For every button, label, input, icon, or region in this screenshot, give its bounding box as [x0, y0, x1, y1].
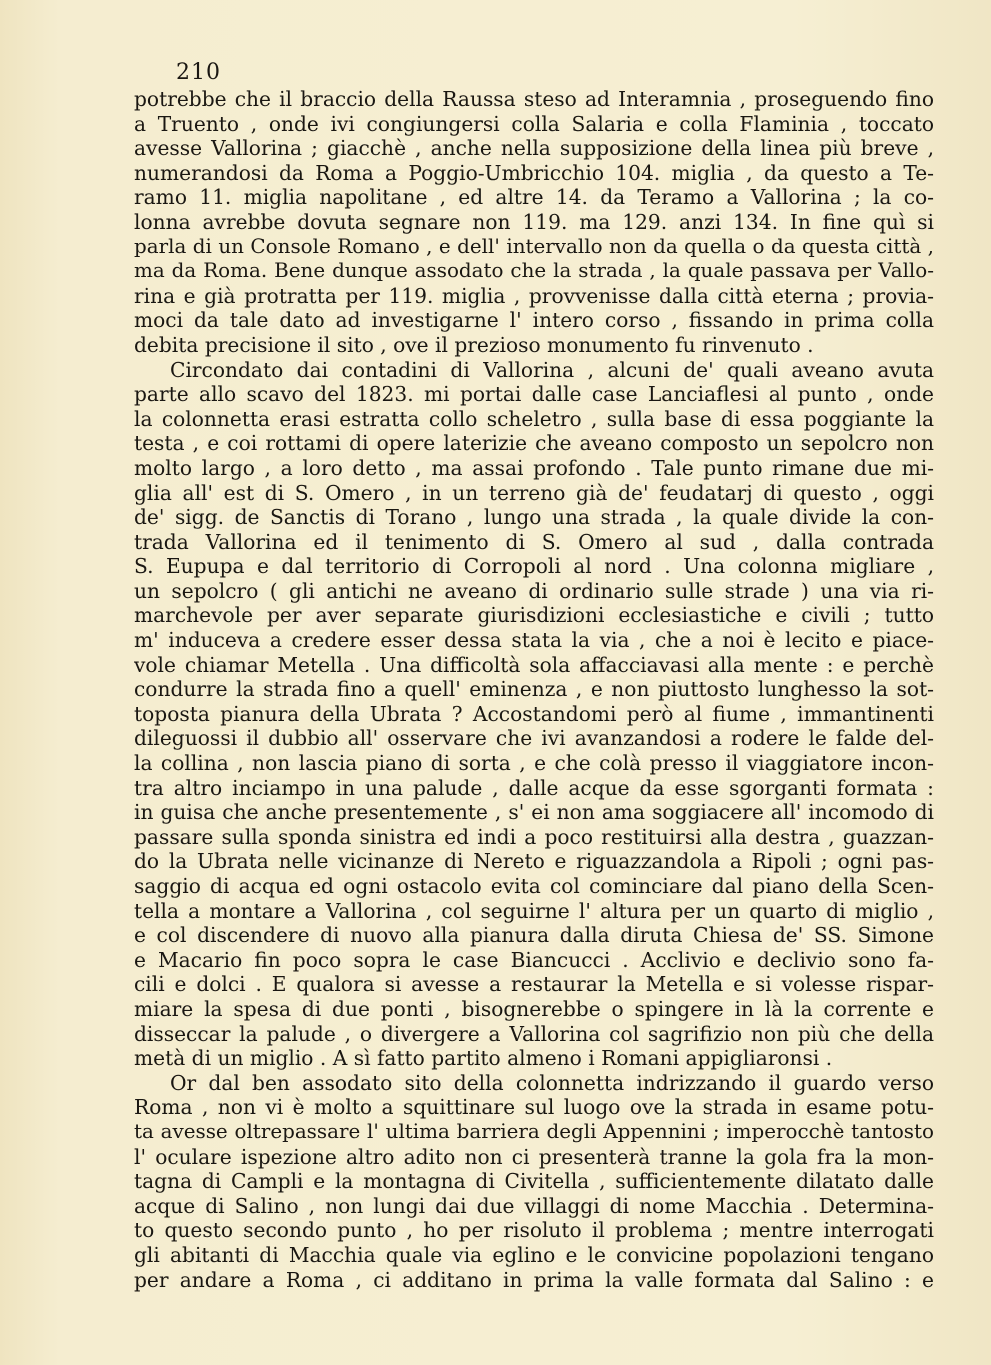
text-line: gli abitanti di Macchia quale via eglino e le convicine popolazioni tengano — [134, 1242, 934, 1267]
page-number: 210 — [176, 60, 221, 85]
text-line: ta avesse oltrepassare l' ultima barriera degli Appennini ; imperocchè tantosto — [134, 1119, 934, 1143]
text-line: m' induceva a credere esser dessa stata la via , che a noi è lecito e piace- — [134, 628, 934, 653]
text-line: lonna avrebbe dovuta segnare non 119. ma 129. anzi 134. In fine quì si — [134, 209, 934, 234]
text-line: per andare a Roma , ci additano in prima la valle formata dal Salino : e — [134, 1267, 934, 1292]
text-line: metà di un miglio . A sì fatto partito almeno i Romani appigliaronsi . — [134, 1046, 833, 1071]
text-line: condurre la strada fino a quell' eminenza , e non piuttosto lunghesso la sot- — [134, 677, 934, 702]
text-line: a Truento , onde ivi congiungersi colla Salaria e colla Flaminia , toccato — [134, 111, 934, 136]
text-line: potrebbe che il braccio della Raussa steso ad Interamnia , proseguendo fino — [134, 87, 934, 111]
text-line: testa , e coi rottami di opere laterizie che aveano composto un sepolcro non — [134, 431, 934, 456]
text-line: moci da tale dato ad investigarne l' intero corso , fissando in prima colla — [134, 308, 934, 333]
text-line: la collina , non lascia piano di sorta , e che colà presso il viaggiatore incon- — [134, 751, 934, 776]
text-line: miare la spesa di due ponti , bisognerebbe o spingere in là la corrente e — [134, 996, 934, 1021]
text-line: acque di Salino , non lungi dai due villaggi di nome Macchia . Determina- — [134, 1193, 934, 1218]
text-line: Or dal ben assodato sito della colonnetta indrizzando il guardo verso — [170, 1070, 934, 1095]
text-line: e col discendere di nuovo alla pianura dalla diruta Chiesa de' SS. Simone — [134, 923, 934, 948]
text-line: Roma , non vi è molto a squittinare sul luogo ove la strada in esame potu- — [134, 1095, 934, 1120]
body-text — [134, 87, 934, 1292]
text-line: cili e dolci . E qualora si avesse a restaurar la Metella e si volesse rispar- — [134, 972, 934, 997]
text-line: saggio di acqua ed ogni ostacolo evita col cominciare dal piano della Scen- — [134, 874, 934, 898]
text-line: l' oculare ispezione altro adito non ci presenterà tranne la gola fra la mon- — [134, 1144, 934, 1169]
text-line: tella a montare a Vallorina , col seguirne l' altura per un quarto di miglio , — [134, 898, 934, 923]
text-line: do la Ubrata nelle vicinanze di Nereto e riguazzandola a Ripoli ; ogni pas- — [134, 849, 934, 874]
text-line: toposta pianura della Ubrata ? Accostandomi però al fiume , immantinenti — [134, 701, 934, 726]
text-line: S. Eupupa e dal territorio di Corropoli al nord . Una colonna migliare , — [134, 554, 934, 579]
text-line: marchevole per aver separate giurisdizioni ecclesiastiche e civili ; tutto — [134, 603, 934, 628]
text-line: vole chiamar Metella . Una difficoltà sola affacciavasi alla mente : e perchè — [134, 652, 934, 677]
text-line: molto largo , a loro detto , ma assai profondo . Tale punto rimane due mi- — [134, 455, 934, 480]
text-line: la colonnetta erasi estratta collo scheletro , sulla base di essa poggiante la — [134, 406, 934, 431]
text-line: tagna di Campli e la montagna di Civitella , sufficientemente dilatato dalle — [134, 1169, 934, 1194]
text-line: disseccar la palude , o divergere a Vallorina col sagrifizio non più che della — [134, 1021, 934, 1046]
text-line: trada Vallorina ed il tenimento di S. Omero al sud , dalla contrada — [134, 529, 934, 554]
text-line: debita precisione il sito , ove il prezioso monumento fu rinvenuto . — [134, 332, 814, 357]
text-line: to questo secondo punto , ho per risoluto il problema ; mentre interrogati — [134, 1218, 934, 1243]
text-line: Circondato dai contadini di Vallorina , alcuni de' quali aveano avuta — [170, 357, 934, 382]
text-line: tra altro inciampo in una palude , dalle acque da esse sgorganti formata : — [134, 775, 934, 800]
text-line: ramo 11. miglia napolitane , ed altre 14. da Teramo a Vallorina ; la co- — [134, 185, 934, 210]
text-line: e Macario fin poco sopra le case Biancucci . Acclivio e declivio sono fa- — [134, 947, 934, 972]
text-line: de' sigg. de Sanctis di Torano , lungo una strada , la quale divide la con- — [134, 505, 934, 530]
text-line: ma da Roma. Bene dunque assodato che la strada , la quale passava per Vallo- — [134, 259, 934, 283]
text-line: glia all' est di S. Omero , in un terreno già de' feudatarj di questo , oggi — [134, 480, 934, 505]
text-line: rina e già protratta per 119. miglia , provvenisse dalla città eterna ; provia- — [134, 283, 934, 308]
text-line: avesse Vallorina ; giacchè , anche nella supposizione della linea più breve , — [134, 136, 934, 161]
text-line: numerandosi da Roma a Poggio-Umbricchio 104. miglia , da questo a Te- — [134, 160, 934, 185]
text-line: passare sulla sponda sinistra ed indi a poco restituirsi alla destra , guazzan- — [134, 824, 934, 849]
text-line: dileguossi il dubbio all' osservare che ivi avanzandosi a rodere le falde del- — [134, 726, 934, 751]
text-line: parte allo scavo del 1823. mi portai dalle case Lanciaflesi al punto , onde — [134, 382, 934, 407]
text-line: un sepolcro ( gli antichi ne aveano di ordinario sulle strade ) una via ri- — [134, 578, 934, 603]
text-line: parla di un Console Romano , e dell' intervallo non da quella o da questa città , — [134, 234, 934, 258]
text-line: in guisa che anche presentemente , s' ei non ama soggiacere all' incomodo di — [134, 800, 934, 825]
